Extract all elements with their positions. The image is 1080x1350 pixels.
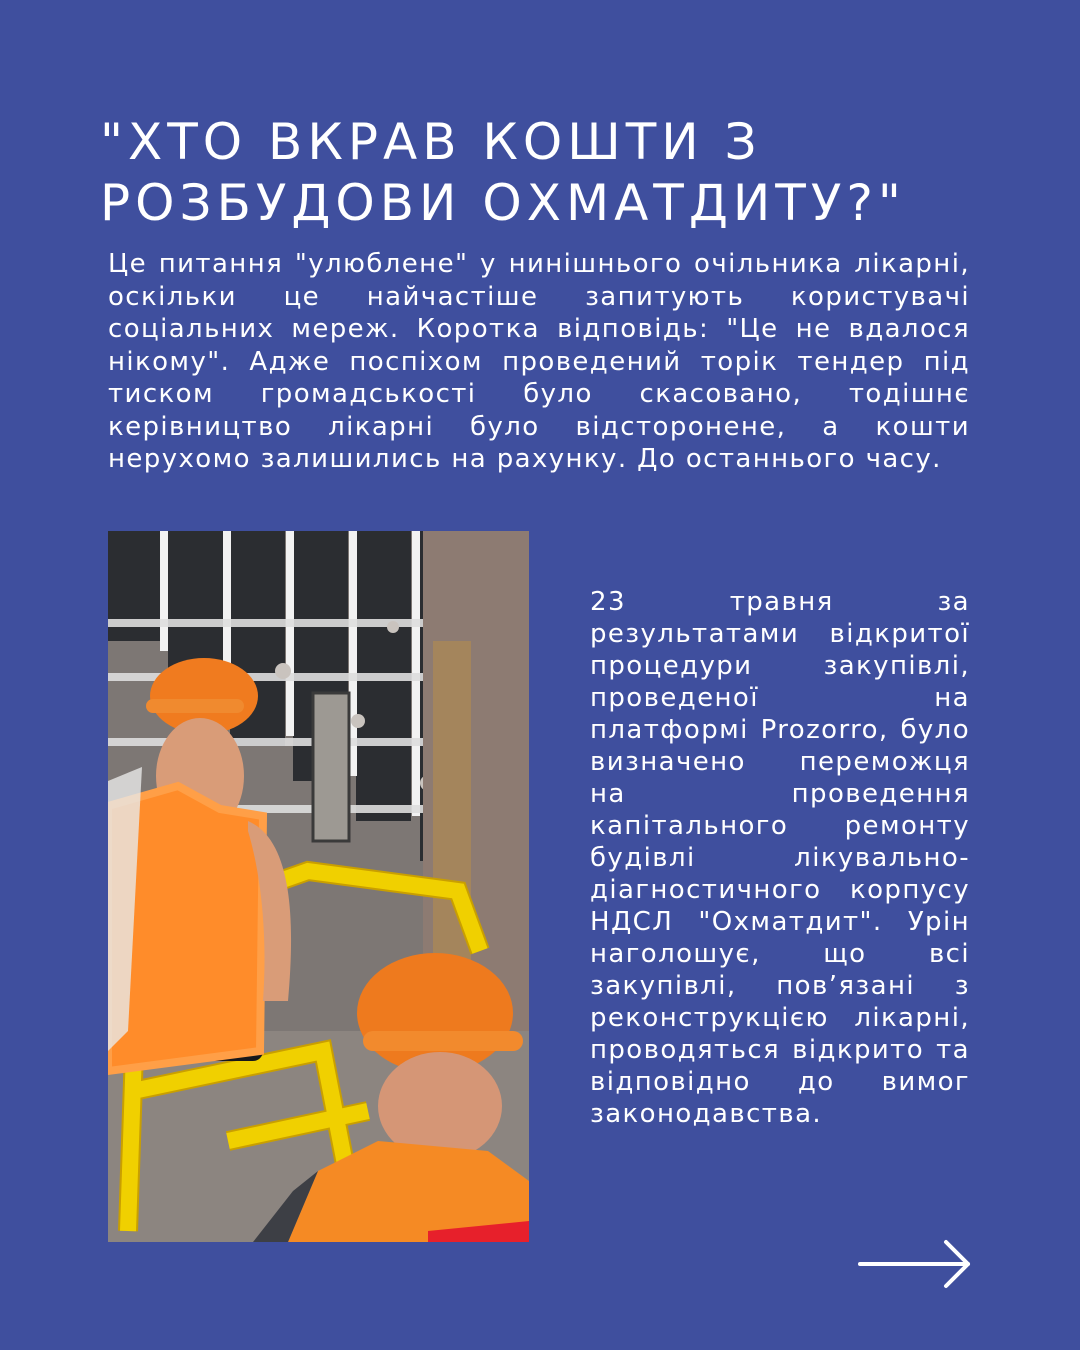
intro-paragraph: Це питання "улюблене" у нинішнього очільника лікарні, оскільки це найчастіше запитують користувачі соціальних мереж. Коротка відповідь: "Це не вдалося нікому". Адже поспіхом проведений торік тендер під тиском громадськості було скасовано, тодішнє керівництво лікарні було відсторонене, а кошти нерухомо залишились на рахунку. До останнього часу. <box>108 249 970 474</box>
construction-workers-photo <box>108 531 529 1242</box>
arrow-right-icon <box>858 1238 974 1290</box>
page-title: "ХТО ВКРАВ КОШТИ З РОЗБУДОВИ ОХМАТДИТУ?" <box>100 113 906 232</box>
next-arrow-button[interactable] <box>858 1238 974 1290</box>
side-paragraph: 23 травня за результатами відкритої процедури закупівлі, проведеної на платформі Prozorro, було визначено переможця на проведення капітального ремонту будівлі лікувально-діагностичного корпусу НДСЛ "Охматдит". Урін наголошує, що всі закупівлі, пов’язані з реконструкцією лікарні, проводяться відкрито та відповідно до вимог законодавства. <box>590 587 970 1129</box>
